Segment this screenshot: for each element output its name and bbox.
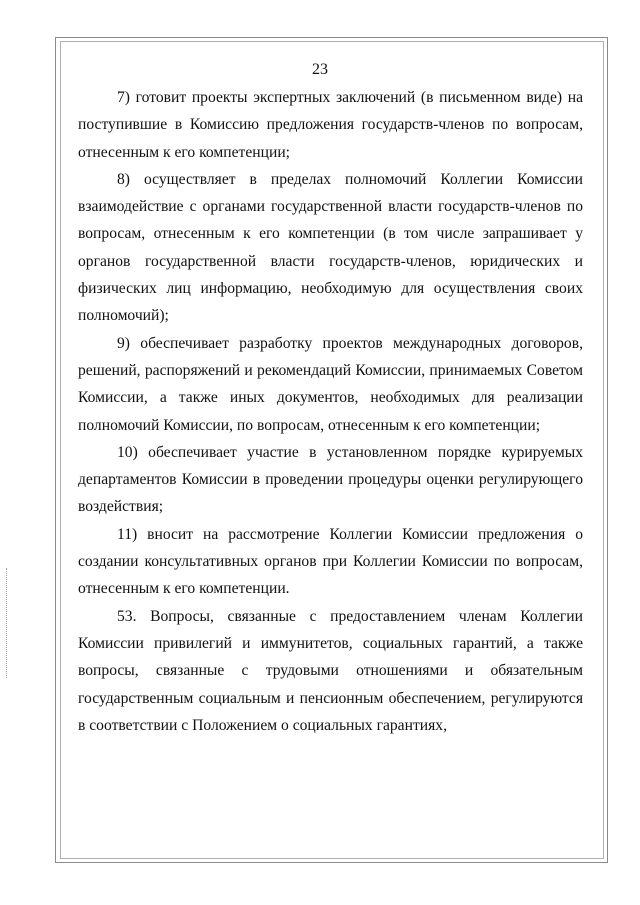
paragraph-section-53: 53. Вопросы, связанные с предоставлением членам Коллегии Комиссии привилегий и иммунитетов, социальных гарантий, а также вопросы, связанные с трудовыми отношениями и обязательным государственным социальным и пенсионным обеспечением, регулируются в соответствии с Положением о социальных гарантиях, — [78, 607, 583, 734]
paragraph-item-7: 7) готовит проекты экспертных заключений (в письменном виде) на поступившие в Комиссию предложения государств-членов по вопросам, отнесенным к его компетенции; — [78, 89, 583, 161]
paragraph-item-9: 9) обеспечивает разработку проектов международных договоров, решений, распоряжений и рекомендаций Комиссии, принимаемых Советом Комиссии, а также иных документов, необходимых для реализации полномочий Комиссии, по вопросам, отнесенным к его компетенции; — [78, 334, 583, 434]
document-body — [78, 84, 583, 739]
page-number: 23 — [312, 61, 328, 78]
scan-margin-mark — [6, 568, 9, 678]
paragraph-item-10: 10) обеспечивает участие в установленном порядке курируемых департаментов Комиссии в проведении процедуры оценки регулирующего воздействия; — [78, 443, 583, 516]
paragraph-item-11: 11) вносит на рассмотрение Коллегии Комиссии предложения о создании консультативных органов при Коллегии Комиссии по вопросам, отнесенным к его компетенции. — [78, 525, 583, 598]
paragraph-item-8: 8) осуществляет в пределах полномочий Коллегии Комиссии взаимодействие с органами государственной власти государств-членов по вопросам, отнесенным к его компетенции (в том числе запрашивает у органов государственной власти государств-членов, юридических и физических лиц информацию, необходимую для осуществления своих полномочий); — [78, 170, 583, 325]
